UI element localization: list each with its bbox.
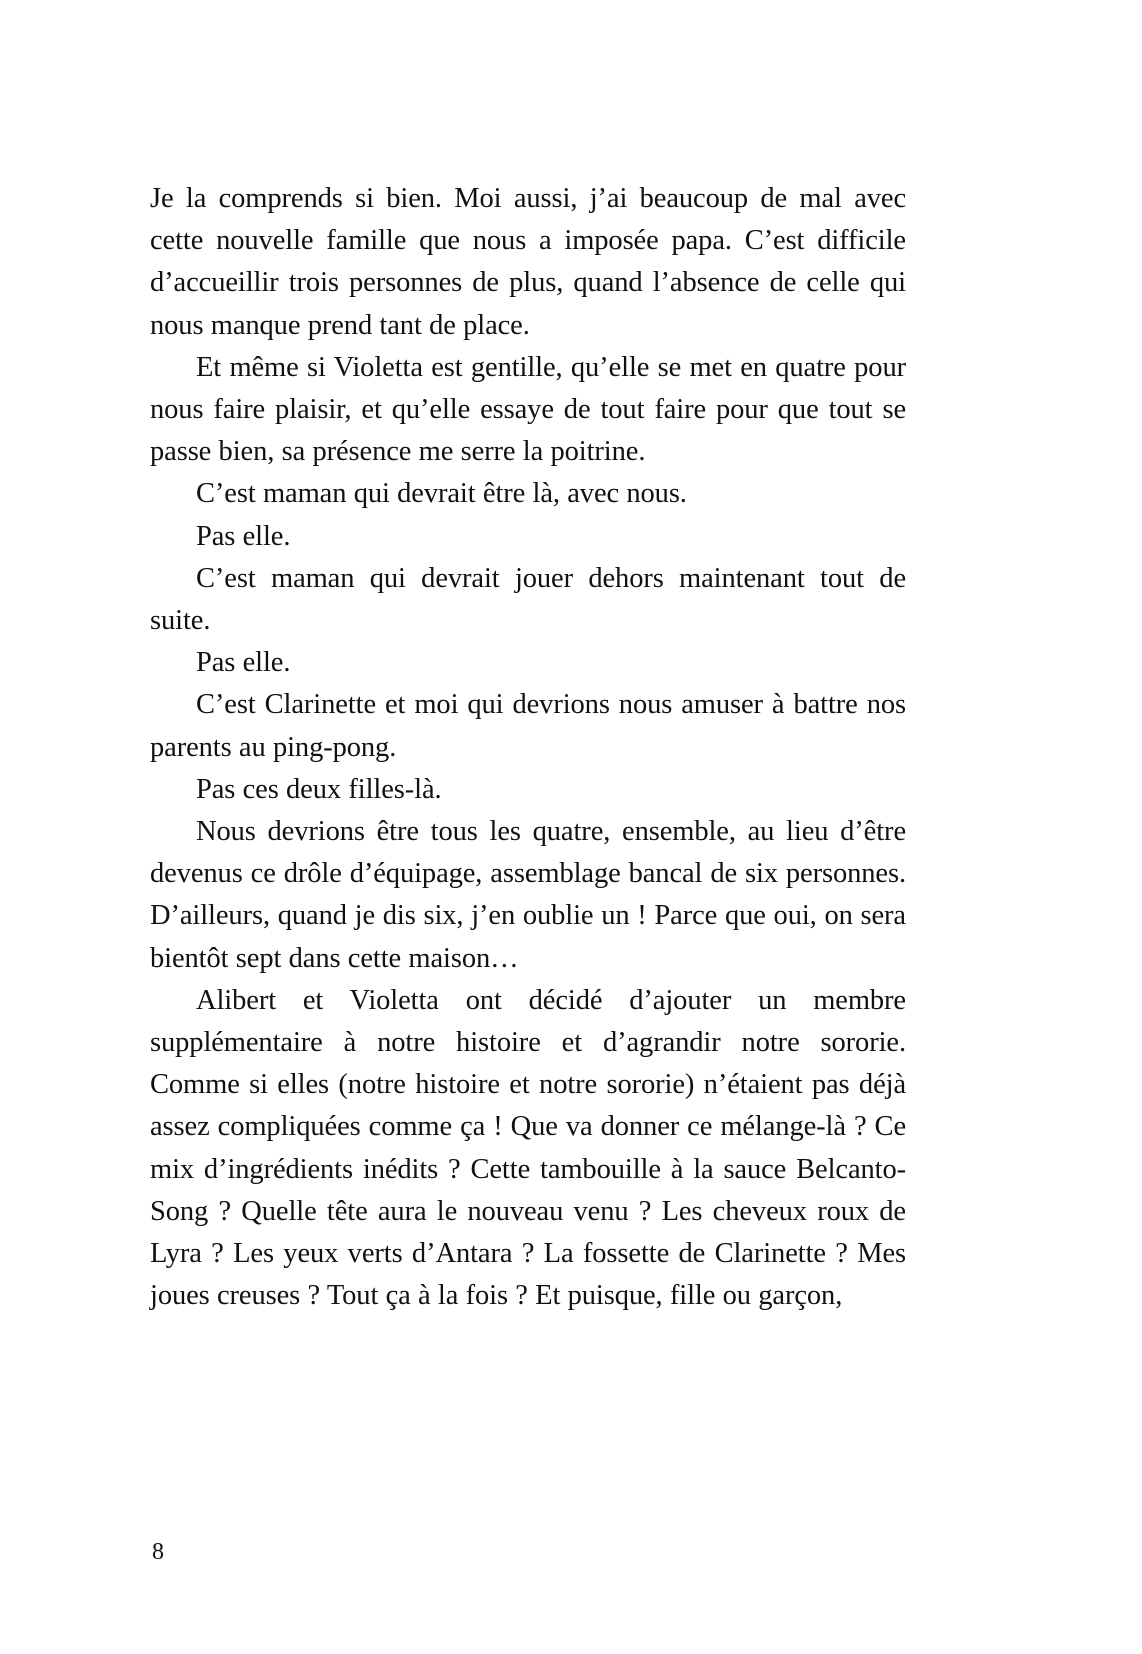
paragraph-5: C’est maman qui devrait jouer dehors maintenant tout de suite. xyxy=(150,562,906,637)
paragraph-4: Pas elle. xyxy=(196,520,291,552)
paragraph-1: Je la comprends si bien. Moi aussi, j’ai beaucoup de mal avec cette nouvelle famille que nous a imposée papa. C’est difficile d’accueillir trois personnes de plus, quand l’absence de celle qui nous manque prend tant de place. xyxy=(150,183,906,341)
paragraph-7: C’est Clarinette et moi qui devrions nous amuser à battre nos parents au ping-pong. xyxy=(150,689,906,763)
page-number: 8 xyxy=(152,1539,164,1565)
body-text-block xyxy=(150,178,906,1317)
paragraph-3: C’est maman qui devrait être là, avec nous. xyxy=(196,478,687,510)
paragraph-9: Nous devrions être tous les quatre, ensemble, au lieu d’être devenus ce drôle d’équipage, assemblage bancal de six personnes. D’ailleurs, quand je dis six, j’en oublie un ! Parce que oui, on sera bientôt sept dans cette maison… xyxy=(150,816,906,974)
paragraph-10: Alibert et Violetta ont décidé d’ajouter un membre supplémentaire à notre histoire et d’agrandir notre sororie. Comme si elles (notre histoire et notre sororie) n’étaient pas déjà assez compliquées comme ça ! Que va donner ce mélange-là ? Ce mix d’ingrédients inédits ? Cette tambouille à la sauce Belcanto-Song ? Quelle tête aura le nouveau venu ? Les cheveux roux de Lyra ? Les yeux verts d’Antara ? La fossette de Clarinette ? Mes joues creuses ? Tout ça à la fois ? Et puisque, fille ou garçon, xyxy=(150,984,906,1312)
paragraph-8: Pas ces deux filles-là. xyxy=(196,773,442,805)
paragraph-2: Et même si Violetta est gentille, qu’elle se met en quatre pour nous faire plaisir, et qu’elle essaye de tout faire pour que tout se passe bien, sa présence me serre la poitrine. xyxy=(150,351,906,468)
paragraph-6: Pas elle. xyxy=(196,647,291,679)
